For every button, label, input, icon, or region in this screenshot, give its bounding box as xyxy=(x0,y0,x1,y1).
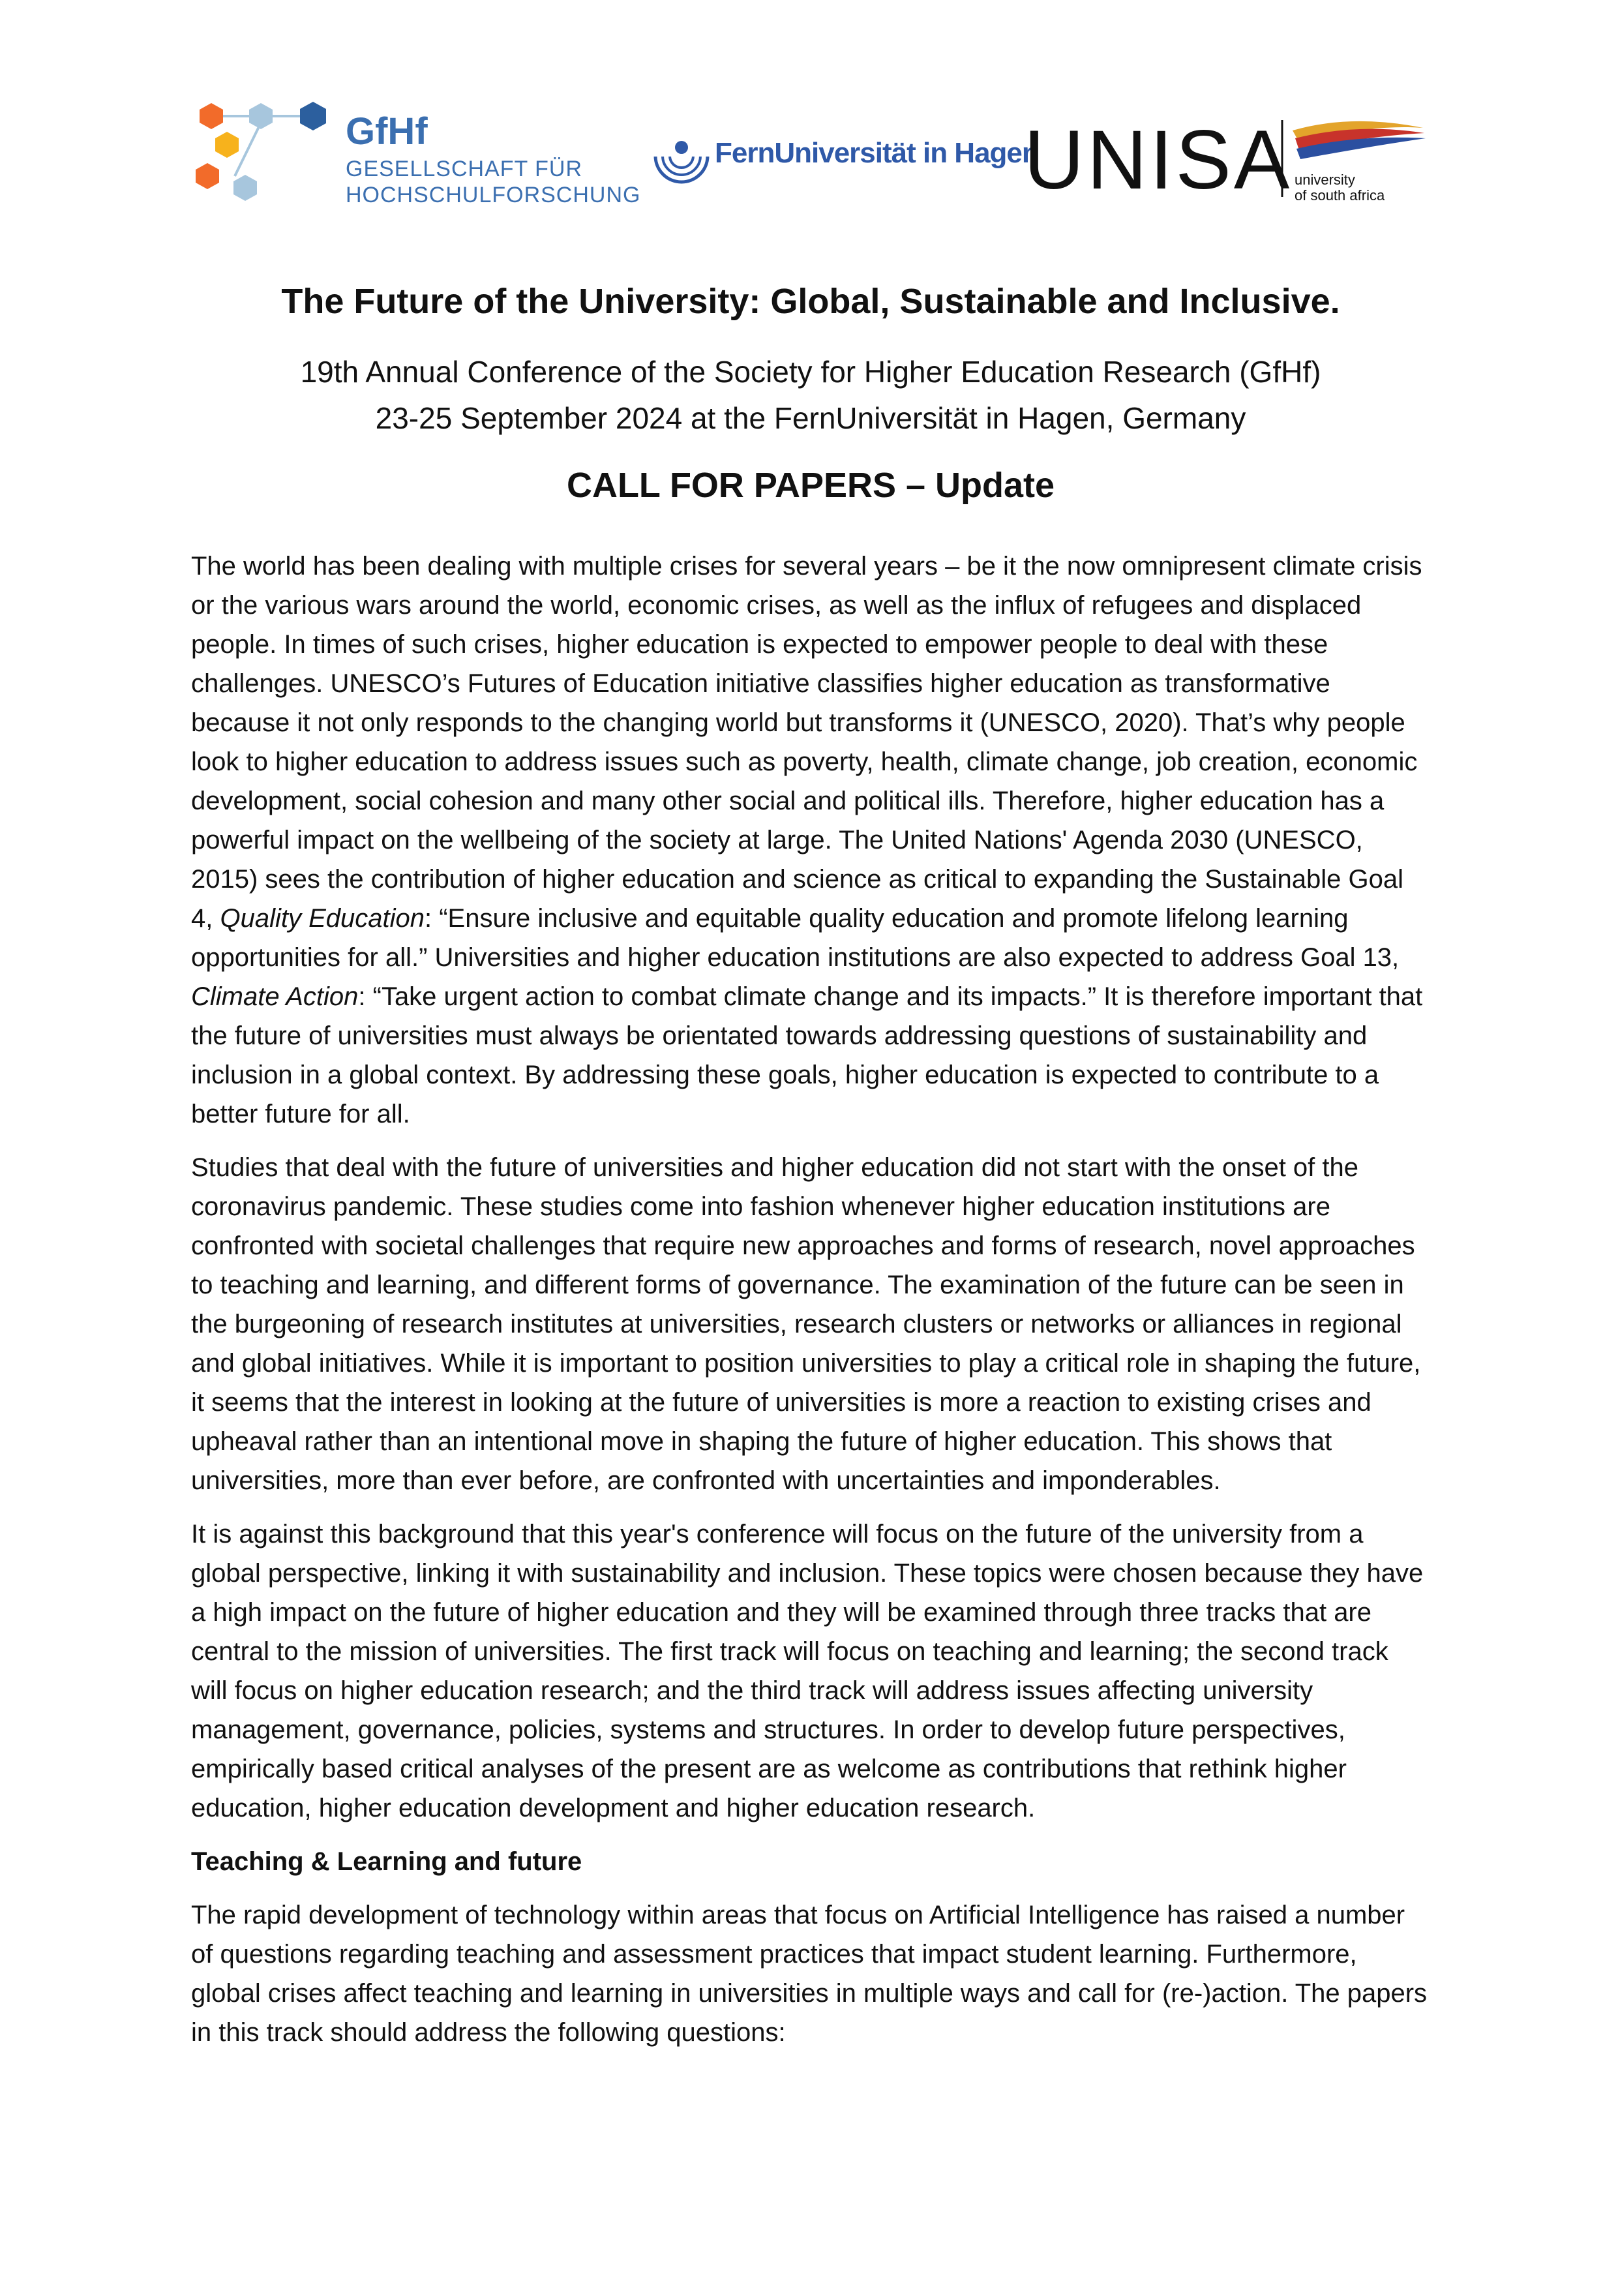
climate-action-term: Climate Action xyxy=(191,982,359,1011)
gfhf-logo xyxy=(189,98,646,215)
paragraph-1-text-c: : “Take urgent action to combat climate change and its impacts.” It is therefore important that the future of universities must always be orientated towards addressing questions of sustainability and inclusion in a global context. By addressing these goals, higher education is expected to contribute to a better future for all. xyxy=(191,982,1423,1128)
paragraph-1 xyxy=(191,547,1430,1134)
unisa-wordmark: UNISA xyxy=(1024,113,1293,207)
paragraph-1-text-b: : “Ensure inclusive and equitable quality education and promote lifelong learning opportunities for all.” Universities and higher education institutions are also expected to address Goal 13, xyxy=(191,904,1400,972)
gfhf-name: GfHf xyxy=(346,110,428,153)
fernuni-emblem-icon xyxy=(652,127,711,185)
paragraph-2: Studies that deal with the future of universities and higher education did not start with the onset of the coronavirus pandemic. These studies come into fashion whenever higher education institutions are confronted with societal challenges that require new approaches and forms of research, novel approaches to teaching and learning, and different forms of governance. The examination of the future can be seen in the burgeoning of research institutes at universities, research clusters or networks or alliances in regional and global initiatives. While it is important to position universities to play a critical role in shaping the future, it seems that the interest in looking at the future of universities is more a reaction to existing crises and upheaval rather than an intentional move in shaping the future of higher education. This shows that universities, more than ever before, are confronted with uncertainties and imponderables. xyxy=(191,1153,1421,1495)
paragraph-3: It is against this background that this year's conference will focus on the future of the university from a global perspective, linking it with sustainability and inclusion. These topics were chosen because they have a high impact on the future of higher education and they will be examined through three tracks that are central to the mission of universities. The first track will focus on teaching and learning; the second track will focus on higher education research; and the third track will address issues affecting university management, governance, policies, systems and structures. In order to develop future perspectives, empirically based critical analyses of the present are as welcome as contributions that rethink higher education, higher education development and higher education research. xyxy=(191,1520,1424,1822)
quality-education-term: Quality Education xyxy=(220,904,425,933)
gfhf-line1: GESELLSCHAFT FÜR xyxy=(346,157,583,181)
call-for-papers-heading: CALL FOR PAPERS – Update xyxy=(566,466,1055,505)
fernuni-logo xyxy=(652,124,1039,189)
paragraph-4: The rapid development of technology within areas that focus on Artificial Intelligence has raised a number of questions regarding teaching and assessment practices that impact student learning. Furthermore, global crises affect teaching and learning in universities in multiple ways and call for (re-)action. The papers in this track should address the following questions: xyxy=(191,1901,1428,2047)
gfhf-line2: HOCHSCHULFORSCHUNG xyxy=(346,183,641,207)
conference-subtitle-line2: 23-25 September 2024 at the FernUniversität in Hagen, Germany xyxy=(375,401,1246,435)
section-heading-teaching-learning: Teaching & Learning and future xyxy=(191,1847,582,1876)
document-title: The Future of the University: Global, Sustainable and Inclusive. xyxy=(281,282,1340,321)
unisa-sub2: of south africa xyxy=(1295,187,1385,204)
unisa-sub1: university xyxy=(1295,172,1355,188)
fernuni-name: FernUniversität in Hagen xyxy=(715,137,1039,169)
unisa-logo xyxy=(1024,113,1441,207)
gfhf-hexagon-icon xyxy=(189,98,339,209)
conference-subtitle-line1: 19th Annual Conference of the Society for Higher Education Research (GfHf) xyxy=(300,355,1321,389)
logo-bar xyxy=(189,98,1435,215)
paragraph-1-text-a: The world has been dealing with multiple crises for several years – be it the now omnipresent climate crisis or the various wars around the world, economic crises, as well as the influx of refugees and displaced people. In times of such crises, higher education is expected to empower people to deal with these challenges. UNESCO’s Futures of Education initiative classifies higher education as transformative because it not only responds to the changing world but transforms it (UNESCO, 2020). That’s why people look to higher education to address issues such as poverty, health, climate change, job creation, economic development, social cohesion and many other social and political ills. Therefore, higher education has a powerful impact on the wellbeing of the society at large. The United Nations' Agenda 2030 (UNESCO, 2015) sees the contribution of higher education and science as critical to expanding the Sustainable Goal 4, xyxy=(191,552,1422,933)
body-text xyxy=(191,547,1430,2066)
